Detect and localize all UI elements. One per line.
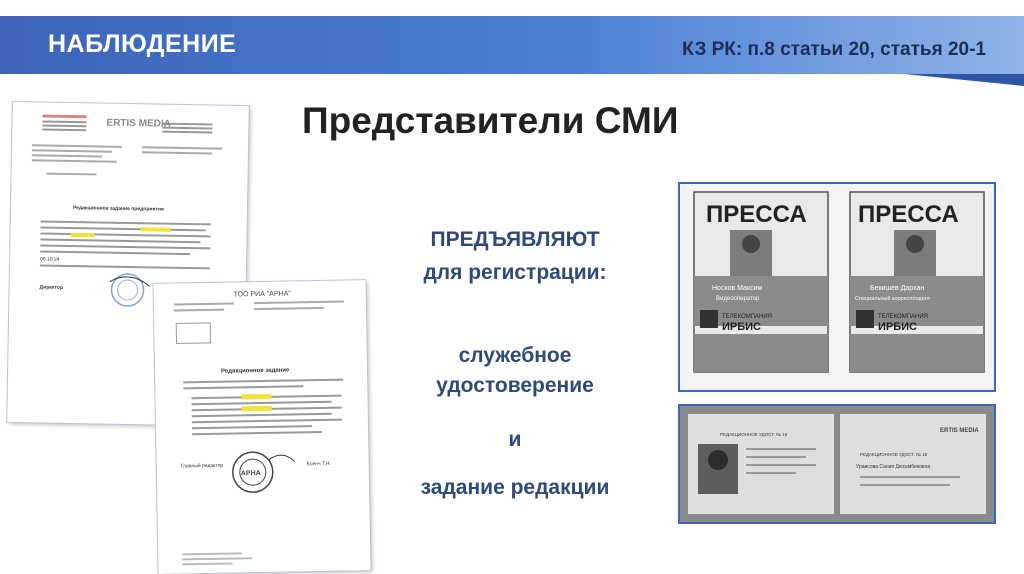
service-id-scan (680, 406, 994, 522)
banner-accent (904, 74, 1024, 86)
card2-company-line2: ИРБИС (878, 321, 917, 333)
doc1-heading: Редакционное задание предприятия (72, 205, 164, 213)
present-heading: ПРЕДЪЯВЛЯЮТ (430, 228, 600, 251)
doc2-signature-label: Главный редактор (180, 462, 224, 470)
card2-company-line1: ТЕЛЕКОМПАНИЯ (878, 314, 928, 320)
item-editorial-task: задание редакции (420, 476, 610, 499)
present-subheading: для регистрации: (423, 261, 607, 284)
card1-company-line2: ИРБИС (722, 321, 761, 333)
card1-company-line1: ТЕЛЕКОМПАНИЯ (722, 314, 772, 320)
legal-reference: КЗ РК: п.8 статьи 20, статья 20-1 (682, 39, 986, 60)
id-card-number-right: РЕДАКЦИОННОЕ УДОСТ. № 18 (860, 452, 928, 457)
card1-name: Носков Максим (712, 285, 763, 292)
doc2-header: ТОО РИА "АРНА" (233, 290, 291, 299)
doc1-signature-label: Директор (39, 284, 64, 291)
card1-role: Видеооператор (716, 296, 760, 302)
id-card-logo: ERTIS MEDIA (940, 428, 979, 434)
card2-role: Специальный корреспондент (855, 296, 931, 302)
press-badges-photo (678, 182, 996, 392)
item-service-id-line1: служебное (458, 344, 572, 367)
doc2-signer: Есенч Т.Н. (306, 460, 331, 468)
editorial-document-2 (153, 280, 370, 574)
item-service-id-line2: удостоверение (436, 374, 594, 397)
section-title: НАБЛЮДЕНИЕ (48, 30, 237, 58)
doc2-stamp: АРНА (240, 470, 261, 478)
doc1-date: 06.10.24 (40, 256, 60, 263)
press-badges-scan (680, 184, 994, 390)
document-2-scan (153, 280, 370, 574)
page-title: Представители СМИ (302, 100, 679, 141)
card2-name: Бекишев Дархан (870, 285, 925, 292)
conjunction: и (508, 428, 522, 451)
doc1-logo: ERTIS MEDIA (106, 117, 171, 130)
doc2-heading: Редакционное задание (220, 367, 290, 375)
card2-label: ПРЕССА (858, 201, 959, 228)
card1-label: ПРЕССА (706, 201, 807, 228)
id-card-name: Ураисова Сания Дюсембековна (856, 464, 931, 470)
id-card-number-left: РЕДАКЦИОННОЕ УДОСТ. № 18 (720, 432, 788, 437)
service-id-photo (678, 404, 996, 524)
